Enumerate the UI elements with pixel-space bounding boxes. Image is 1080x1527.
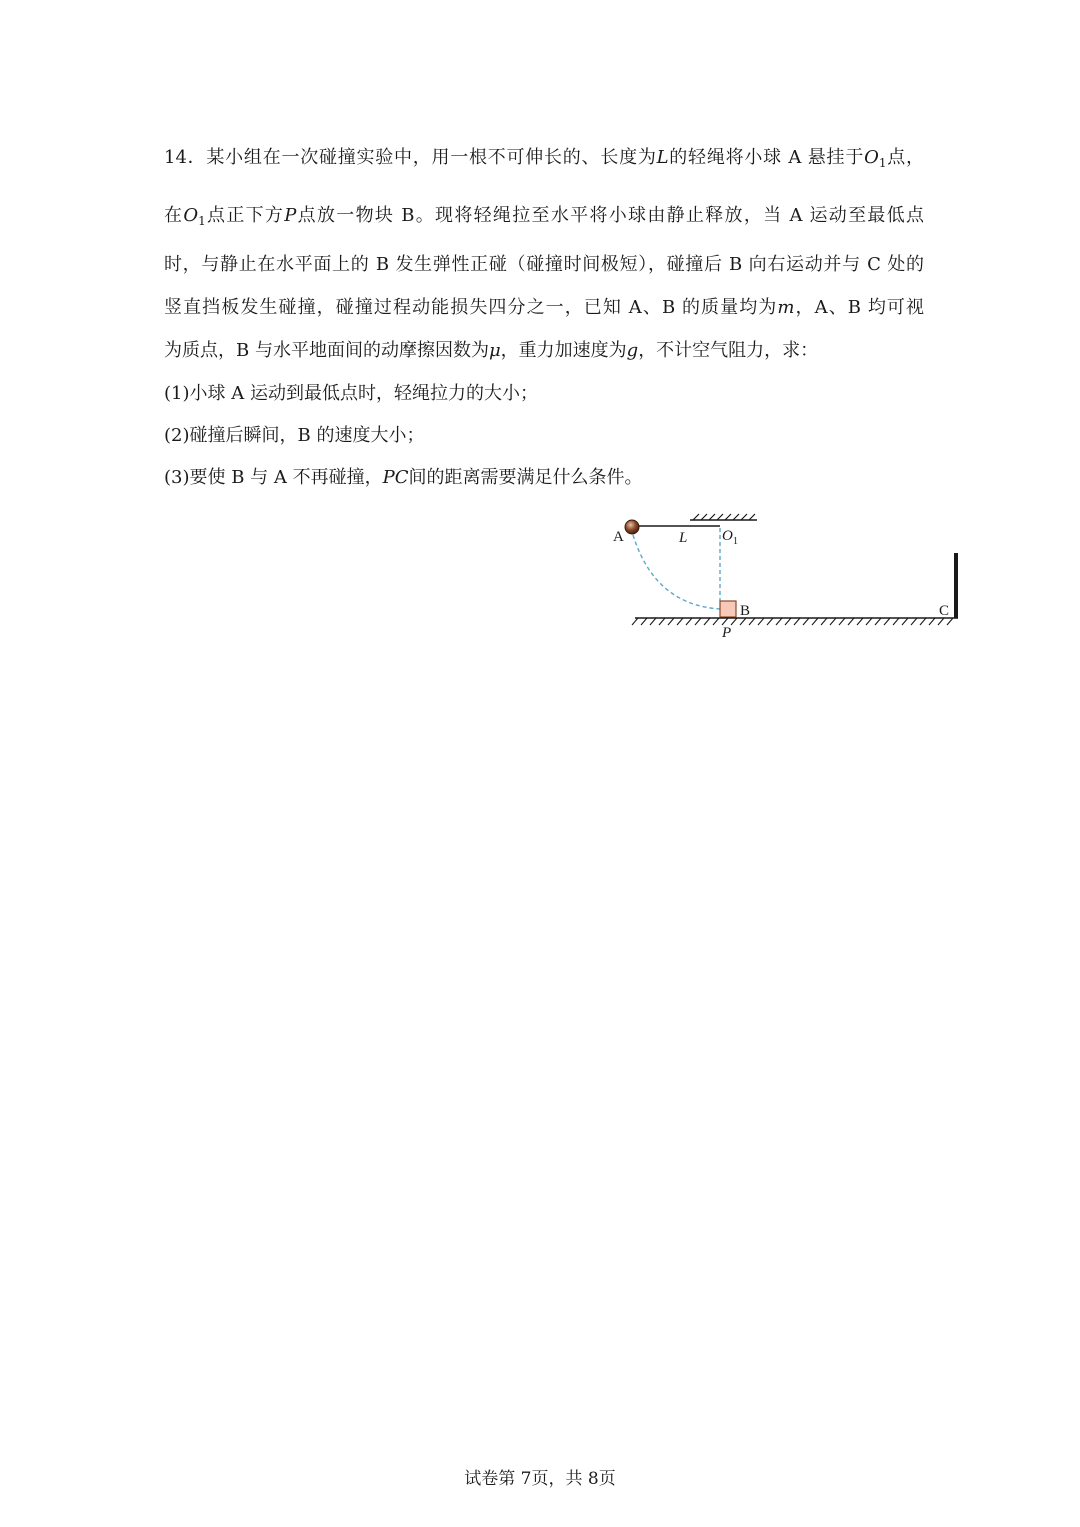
question-1-text: (1)小球 A 运动到最低点时，轻绳拉力的大小； bbox=[164, 383, 538, 404]
question-1 bbox=[164, 382, 924, 406]
page-footer: 试卷第 7页，共 8页 bbox=[464, 1469, 616, 1489]
ground-hatch-mark bbox=[659, 618, 665, 625]
problem-line-2 bbox=[164, 204, 924, 233]
ground-hatch-mark bbox=[758, 618, 764, 625]
text-segment: 点正下方 bbox=[205, 205, 285, 226]
ground-hatch-mark bbox=[866, 618, 872, 625]
label-P: P bbox=[722, 625, 732, 641]
subscript-1: 1 bbox=[198, 214, 206, 228]
text-segment: 在 bbox=[164, 205, 184, 226]
ground-hatch-mark bbox=[938, 618, 944, 625]
ground-hatch-mark bbox=[920, 618, 926, 625]
text-segment: 为质点，B 与水平地面间的动摩擦因数为 bbox=[164, 340, 489, 361]
ground-hatch-mark bbox=[695, 618, 701, 625]
ground-hatch-mark bbox=[911, 618, 917, 625]
ground-hatch-mark bbox=[848, 618, 854, 625]
label-B: B bbox=[740, 603, 751, 619]
text-segment: (3)要使 B 与 A 不再碰撞， bbox=[164, 467, 383, 488]
label-O-subscript: 1 bbox=[733, 536, 738, 547]
text-segment: 间的距离需要满足什么条件。 bbox=[408, 467, 643, 488]
problem-line-3 bbox=[164, 253, 924, 277]
label-L: L bbox=[679, 530, 688, 546]
ground-hatch-mark bbox=[641, 618, 647, 625]
text-segment: ，A、B 均可视 bbox=[794, 297, 924, 318]
ground-hatch-mark bbox=[821, 618, 827, 625]
question-2 bbox=[164, 424, 924, 448]
text-segment: 竖直挡板发生碰撞，碰撞过程动能损失四分之一，已知 A、B 的质量均为 bbox=[164, 297, 778, 318]
ground-hatch-mark bbox=[803, 618, 809, 625]
ground-hatch-mark bbox=[830, 618, 836, 625]
ground-hatch-mark bbox=[902, 618, 908, 625]
problem-line-4 bbox=[164, 296, 924, 320]
text-segment: 点放一物块 B。现将轻绳拉至水平将小球由静止释放，当 A 运动至最低点 bbox=[296, 205, 925, 226]
ground-hatch-mark bbox=[776, 618, 782, 625]
trajectory-arc bbox=[633, 535, 720, 609]
subscript-1: 1 bbox=[878, 156, 887, 170]
ground-hatch-mark bbox=[884, 618, 890, 625]
ground-hatch-mark bbox=[713, 618, 719, 625]
ground-hatch-mark bbox=[929, 618, 935, 625]
problem-line-1 bbox=[164, 146, 924, 175]
text-segment: ，不计空气阻力，求： bbox=[638, 340, 819, 361]
physics-diagram bbox=[600, 505, 970, 650]
ground-hatch-mark bbox=[857, 618, 863, 625]
variable-mu: μ bbox=[488, 340, 501, 361]
ground-hatch-mark bbox=[893, 618, 899, 625]
variable-O: O bbox=[183, 205, 199, 226]
problem-line-5 bbox=[164, 339, 924, 363]
block-B bbox=[720, 601, 736, 617]
ceiling-support bbox=[690, 514, 757, 520]
text-segment: 点， bbox=[886, 147, 924, 168]
label-C: C bbox=[939, 603, 950, 619]
ground-hatch-mark bbox=[785, 618, 791, 625]
variable-g: g bbox=[626, 340, 639, 361]
ball-A bbox=[625, 520, 639, 534]
label-A: A bbox=[613, 529, 624, 545]
ground bbox=[632, 618, 958, 625]
text-segment: ，重力加速度为 bbox=[500, 340, 627, 361]
question-2-text: (2)碰撞后瞬间，B 的速度大小； bbox=[164, 425, 425, 446]
text-segment: 的轻绳将小球 A 悬挂于 bbox=[668, 147, 865, 168]
ground-hatch-mark bbox=[875, 618, 881, 625]
variable-P: P bbox=[284, 205, 297, 226]
label-O: O bbox=[722, 528, 733, 544]
ground-hatch-mark bbox=[632, 618, 638, 625]
text-segment: 某小组在一次碰撞实验中，用一根不可伸长的、长度为 bbox=[206, 147, 657, 168]
ground-hatch-mark bbox=[749, 618, 755, 625]
ground-hatch-mark bbox=[686, 618, 692, 625]
ground-hatch-mark bbox=[731, 618, 737, 625]
question-3 bbox=[164, 466, 924, 490]
ground-hatch-mark bbox=[677, 618, 683, 625]
variable-O: O bbox=[864, 147, 879, 168]
ground-hatch-mark bbox=[947, 618, 953, 625]
ground-hatch-mark bbox=[704, 618, 710, 625]
ground-hatch-mark bbox=[650, 618, 656, 625]
variable-PC: PC bbox=[382, 467, 409, 488]
variable-L: L bbox=[656, 147, 669, 168]
ground-hatch-mark bbox=[722, 618, 728, 625]
ground-hatch-mark bbox=[812, 618, 818, 625]
ground-hatch-mark bbox=[740, 618, 746, 625]
text-segment: 时，与静止在水平面上的 B 发生弹性正碰（碰撞时间极短），碰撞后 B 向右运动并与 C 处的 bbox=[164, 254, 924, 275]
variable-m: m bbox=[777, 297, 795, 318]
ground-hatch-mark bbox=[668, 618, 674, 625]
ground-hatch-mark bbox=[767, 618, 773, 625]
ground-hatch-mark bbox=[794, 618, 800, 625]
ground-hatch-mark bbox=[839, 618, 845, 625]
problem-number: 14． bbox=[164, 147, 207, 168]
